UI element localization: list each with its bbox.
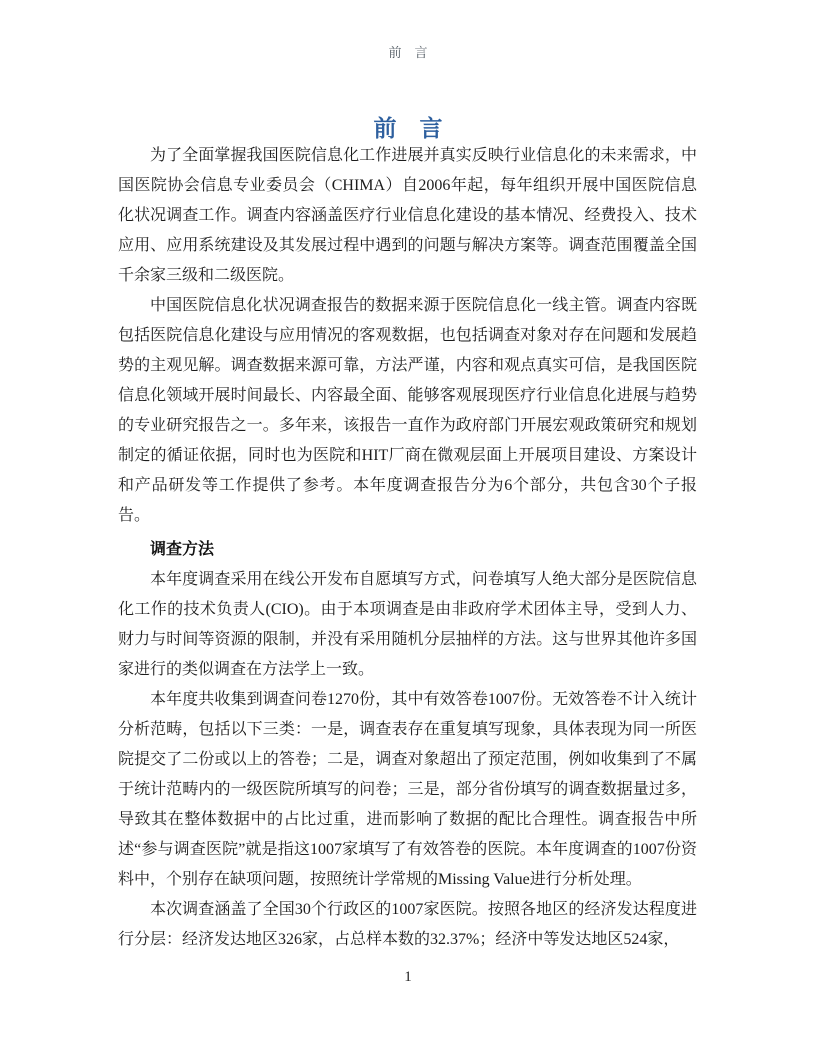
- section-heading-survey-method: 调查方法: [150, 541, 215, 558]
- method-paragraph-3: 本次调查涵盖了全国30个行政区的1007家医院。按照各地区的经济发达程度进行分层：经济发达地区326家，占总样本数的32.37%；经济中等发达地区524家，: [118, 901, 697, 948]
- document-body: [118, 141, 697, 955]
- method-paragraph-1: 本年度调查采用在线公开发布自愿填写方式，问卷填写人绝大部分是医院信息化工作的技术负责人(CIO)。由于本项调查是由非政府学术团体主导，受到人力、财力与时间等资源的限制，并没有采用随机分层抽样的方法。这与世界其他许多国家进行的类似调查在方法学上一致。: [118, 571, 697, 678]
- running-header: 前 言: [388, 45, 428, 60]
- intro-paragraph-1: 为了全面掌握我国医院信息化工作进展并真实反映行业信息化的未来需求，中国医院协会信息专业委员会（CHIMA）自2006年起，每年组织开展中国医院信息化状况调查工作。调查内容涵盖医疗行业信息化建设的基本情况、经费投入、技术应用、应用系统建设及其发展过程中遇到的问题与解决方案等。调查范围覆盖全国千余家三级和二级医院。: [118, 147, 697, 284]
- page-title: 前 言: [373, 115, 443, 141]
- page-number: 1: [404, 969, 412, 985]
- method-paragraph-2: 本年度共收集到调查问卷1270份，其中有效答卷1007份。无效答卷不计入统计分析范畴，包括以下三类：一是，调查表存在重复填写现象，具体表现为同一所医院提交了二份或以上的答卷；二是，调查对象超出了预定范围，例如收集到了不属于统计范畴内的一级医院所填写的问卷；三是，部分省份填写的调查数据量过多，导致其在整体数据中的占比过重，进而影响了数据的配比合理性。调查报告中所述“参与调查医院”就是指这1007家填写了有效答卷的医院。本年度调查的1007份资料中，个别存在缺项问题，按照统计学常规的Missing Value进行分析处理。: [118, 691, 697, 888]
- intro-paragraph-2: 中国医院信息化状况调查报告的数据来源于医院信息化一线主管。调查内容既包括医院信息化建设与应用情况的客观数据，也包括调查对象对存在问题和发展趋势的主观见解。调查数据来源可靠，方法严谨，内容和观点真实可信，是我国医院信息化领域开展时间最长、内容最全面、能够客观展现医疗行业信息化进展与趋势的专业研究报告之一。多年来，该报告一直作为政府部门开展宏观政策研究和规划制定的循证依据，同时也为医院和HIT厂商在微观层面上开展项目建设、方案设计和产品研发等工作提供了参考。本年度调查报告分为6个部分，共包含30个子报告。: [118, 297, 697, 524]
